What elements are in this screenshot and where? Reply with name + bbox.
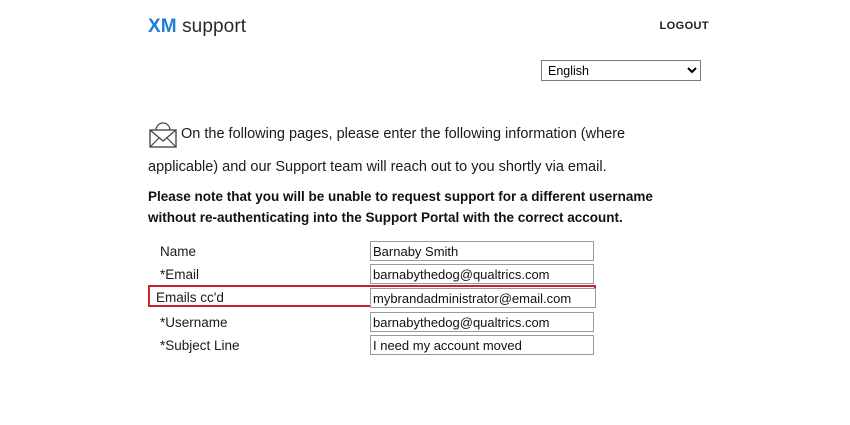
field-label-username: *Username	[160, 315, 228, 330]
brand-logo-secondary: support	[176, 16, 247, 37]
intro-text: On the following pages, please enter the following information (where applicable) and our Support team will reach out to you shortly via email.	[148, 126, 626, 175]
username-input[interactable]	[370, 312, 594, 332]
brand-logo	[148, 16, 246, 38]
form-row-emails-ccd	[148, 287, 608, 311]
field-label-email: *Email	[160, 267, 200, 282]
subject-line-input[interactable]	[370, 335, 594, 355]
email-input[interactable]	[370, 264, 594, 284]
authentication-note: Please note that you will be unable to request support for a different username without re-authenticating into the Support Portal with the correct account.	[148, 189, 653, 225]
name-input[interactable]	[370, 241, 594, 261]
language-select[interactable]	[541, 60, 701, 81]
brand-logo-primary: XM	[148, 16, 177, 37]
logout-link[interactable]: LOGOUT	[659, 20, 709, 32]
form-row-username	[148, 312, 608, 334]
envelope-icon	[148, 122, 178, 157]
page-header	[0, 8, 850, 38]
field-label-subject-line: *Subject Line	[160, 338, 240, 353]
field-label-emails-ccd: Emails cc'd	[156, 290, 224, 305]
emails-ccd-input[interactable]	[370, 288, 596, 308]
form-row-subject-line	[148, 335, 608, 357]
form-row-name	[148, 241, 608, 263]
form-row-email	[148, 264, 608, 286]
support-request-form	[148, 241, 608, 358]
intro-paragraph	[148, 122, 693, 178]
language-selector-wrapper	[541, 60, 701, 81]
field-label-name: Name	[160, 244, 197, 259]
